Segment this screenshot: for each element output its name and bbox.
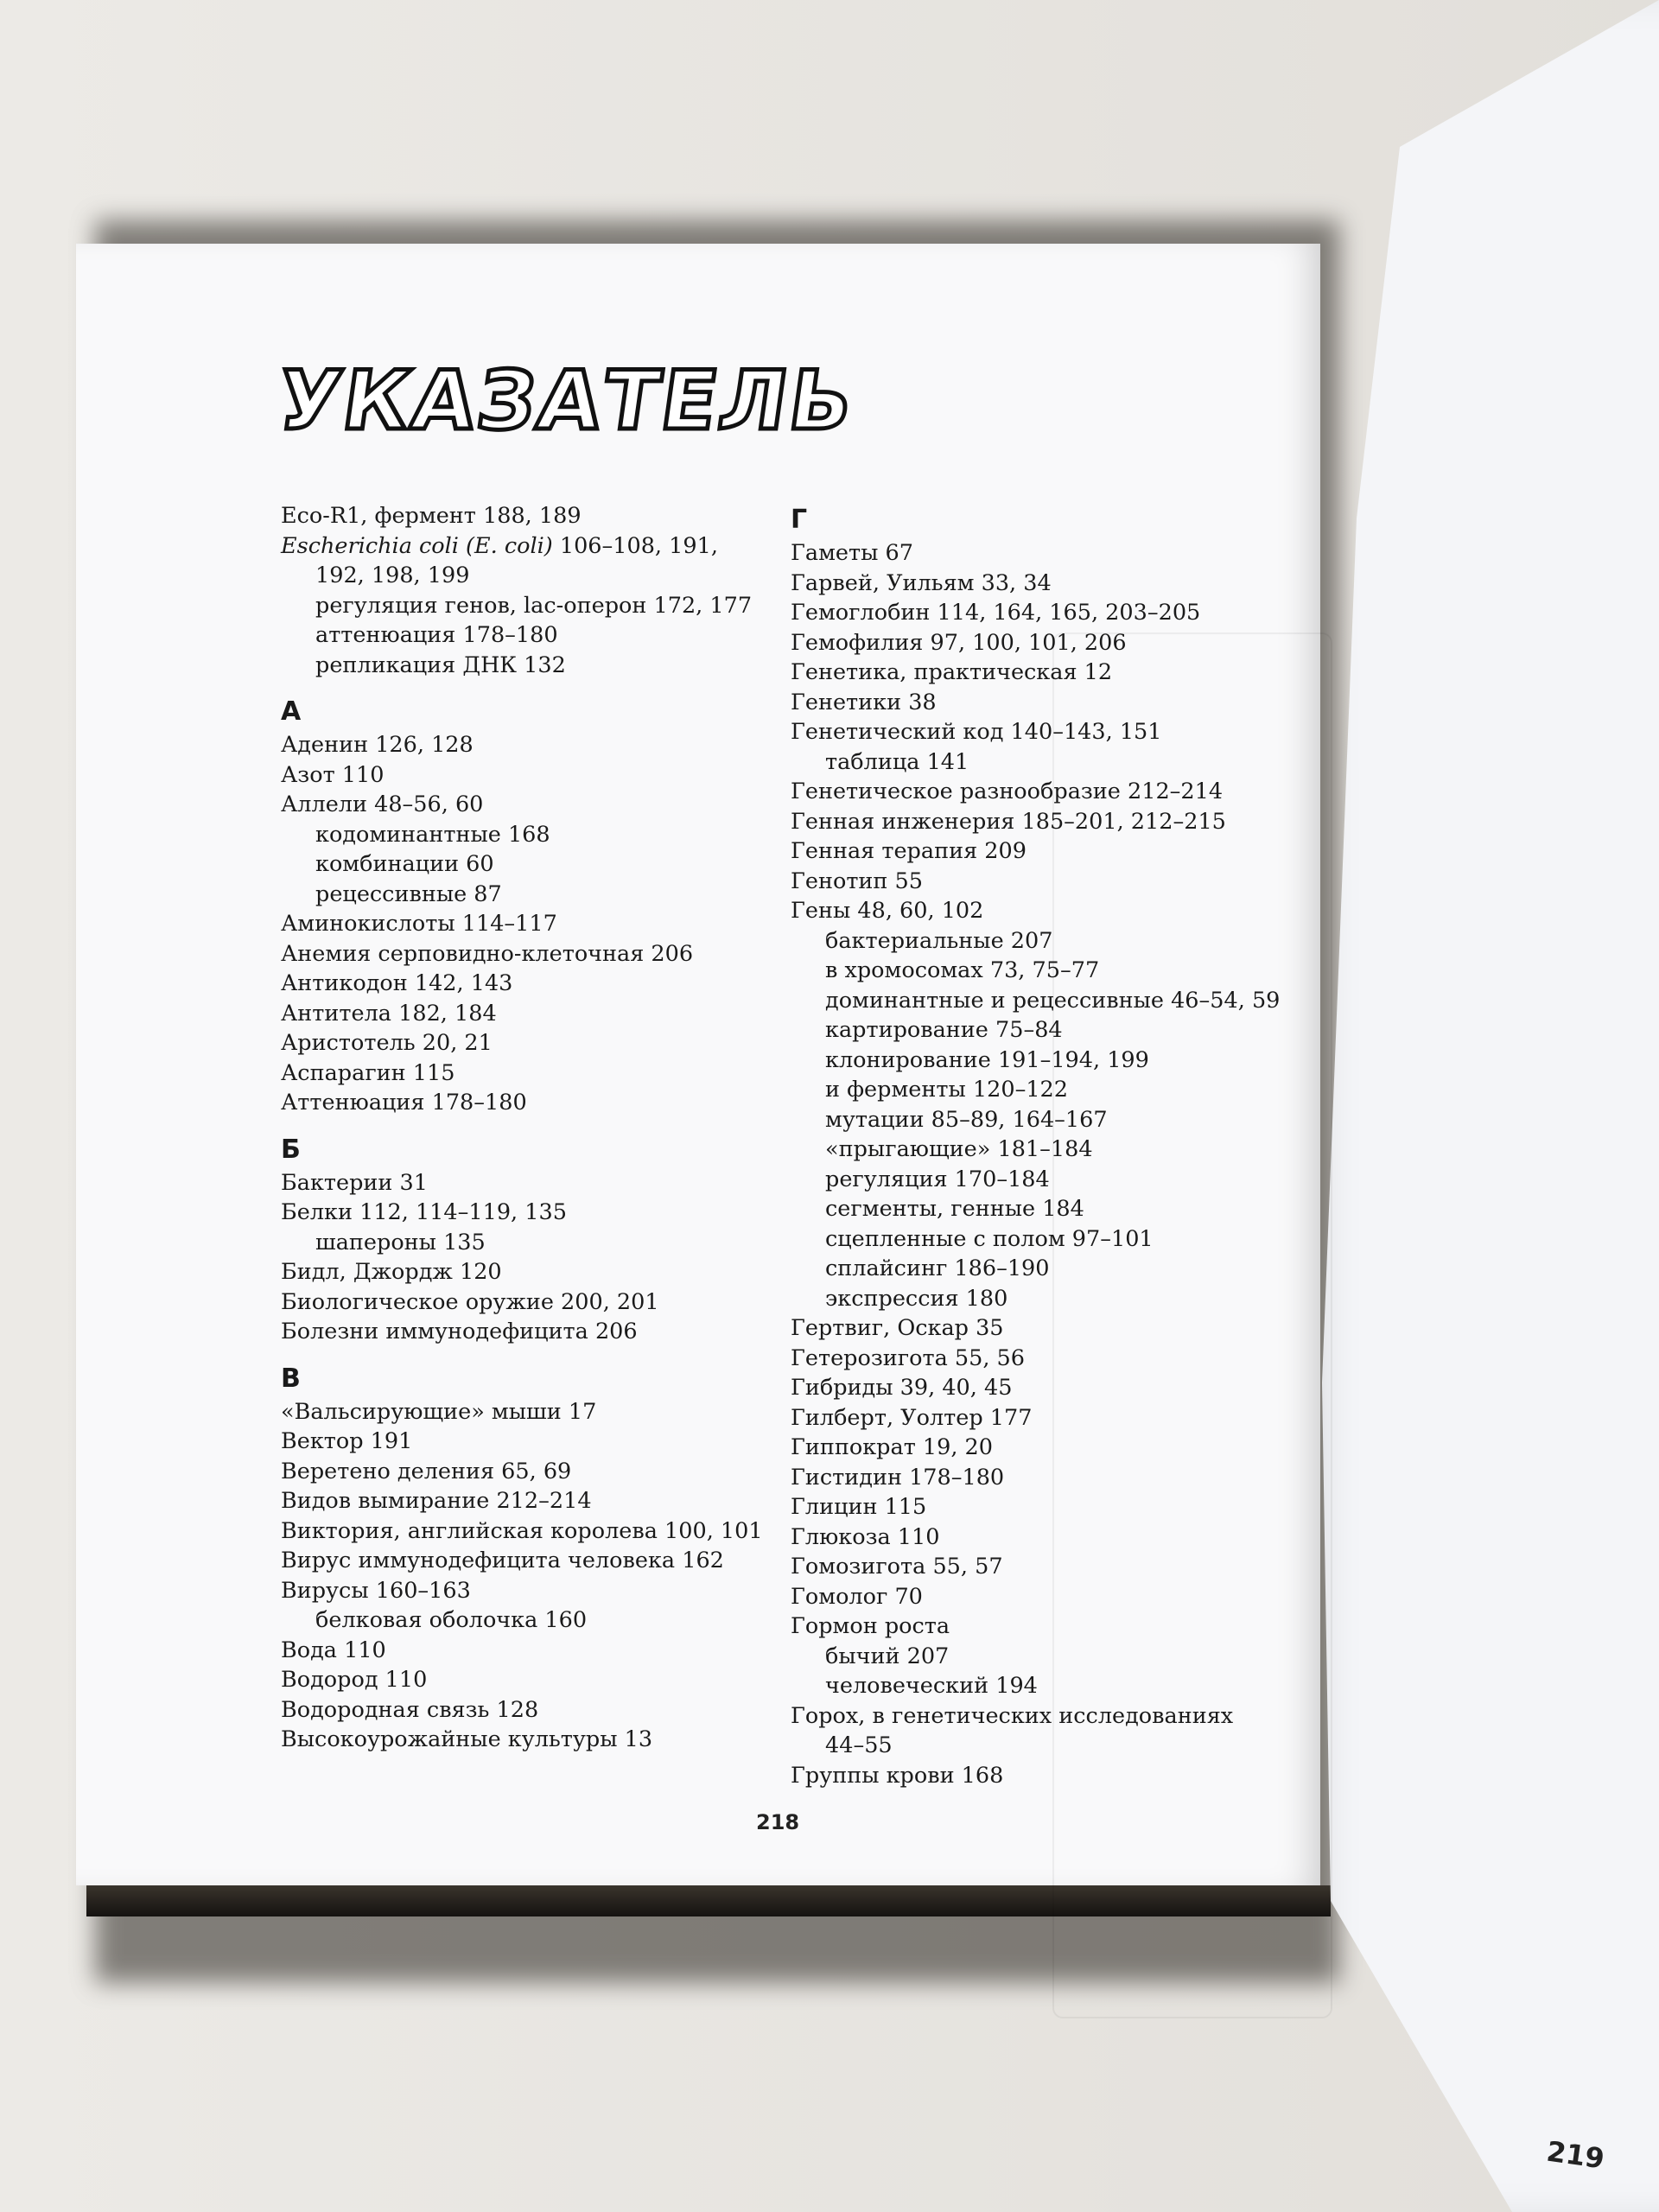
index-subentry: кодоминантные 168: [315, 821, 550, 848]
index-entry: Гаметы 67: [791, 540, 913, 566]
index-entry: Генотип 55: [791, 868, 923, 894]
index-subentry: человеческий 194: [825, 1673, 1038, 1699]
index-entry: Видов вымирание 212–214: [281, 1488, 592, 1514]
index-entry: Вирус иммунодефицита человека 162: [281, 1548, 724, 1573]
index-entry-term: Escherichia coli (E. coli): [281, 532, 553, 559]
index-entry: Аденин 126, 128: [281, 732, 474, 758]
index-column-left: [281, 501, 765, 1755]
index-entry: Генная инженерия 185–201, 212–215: [791, 808, 1226, 835]
index-entry: Азот 110: [281, 761, 385, 788]
index-entry: Виктория, английская королева 100, 101: [281, 1517, 763, 1544]
index-entry: Гибриды 39, 40, 45: [791, 1375, 1013, 1401]
index-entry: Гомолог 70: [791, 1583, 923, 1610]
index-entry: Высокоурожайные культуры 13: [281, 1726, 653, 1752]
page-number-left: 218: [756, 1810, 800, 1834]
index-entry: «Вальсирующие» мыши 17: [281, 1398, 597, 1425]
section-letter: Г: [791, 505, 808, 535]
index-subentry: бычий 207: [825, 1643, 950, 1669]
index-subentry: аттенюация 178–180: [315, 622, 558, 648]
index-entry: Бактерии 31: [281, 1169, 428, 1196]
index-entry: Анемия серповидно-клеточная 206: [281, 940, 694, 967]
index-entry: Eco-R1, фермент 188, 189: [281, 503, 582, 529]
index-entry: Биологическое оружие 200, 201: [281, 1288, 659, 1315]
index-subentry: сплайсинг 186–190: [825, 1255, 1050, 1281]
index-entry: Генетика, практическая 12: [791, 659, 1113, 685]
page-number-right: 219: [1544, 2134, 1607, 2176]
index-entry: Гемофилия 97, 100, 101, 206: [791, 629, 1127, 656]
section-letter: Б: [281, 1134, 301, 1165]
index-entry: Вода 110: [281, 1637, 386, 1663]
index-entry: Веретено деления 65, 69: [281, 1458, 572, 1484]
index-entry: Аминокислоты 114–117: [281, 911, 557, 937]
index-entry: Глицин 115: [791, 1494, 927, 1520]
index-entry: Генетический код 140–143, 151: [791, 719, 1162, 745]
index-entry: Водородная связь 128: [281, 1696, 539, 1723]
index-entry: Гиппократ 19, 20: [791, 1434, 994, 1460]
index-subentry: и ферменты 120–122: [825, 1077, 1068, 1103]
index-entry-pages: 106–108, 191,: [552, 532, 718, 559]
index-entry: Гилберт, Уолтер 177: [791, 1404, 1033, 1431]
index-entry: Гены 48, 60, 102: [791, 898, 984, 924]
index-entry: Аристотель 20, 21: [281, 1030, 493, 1056]
index-entry: Бидл, Джордж 120: [281, 1259, 502, 1285]
index-subentry: комбинации 60: [315, 851, 494, 877]
index-subentry: в хромосомах 73, 75–77: [825, 957, 1100, 983]
section-letter: А: [281, 696, 302, 727]
index-subentry: «прыгающие» 181–184: [825, 1136, 1093, 1162]
index-entry: Горох, в генетических исследованиях: [791, 1702, 1234, 1729]
page-title: УКАЗАТЕЛЬ: [271, 354, 861, 448]
index-subentry: 192, 198, 199: [315, 563, 470, 588]
index-subentry: мутации 85–89, 164–167: [825, 1106, 1108, 1133]
index-entry: Болезни иммунодефицита 206: [281, 1319, 638, 1344]
index-entry: Антикодон 142, 143: [281, 970, 513, 996]
index-subentry: таблица 141: [825, 748, 969, 775]
index-entry: Вектор 191: [281, 1428, 413, 1454]
index-subentry: доминантные и рецессивные 46–54, 59: [825, 987, 1281, 1014]
index-entry: Гистидин 178–180: [791, 1464, 1005, 1491]
index-entry: Водород 110: [281, 1667, 428, 1693]
index-entry: Гормон роста: [791, 1613, 950, 1639]
index-subentry: картирование 75–84: [825, 1017, 1063, 1043]
section-letter: В: [281, 1363, 301, 1394]
index-entry: [281, 531, 765, 562]
index-entry: Аттенюация 178–180: [281, 1090, 527, 1116]
index-subentry: белковая оболочка 160: [315, 1607, 588, 1633]
index-subentry: 44–55: [825, 1732, 893, 1758]
index-entry: Аллели 48–56, 60: [281, 791, 484, 817]
index-entry: Гетерозигота 55, 56: [791, 1344, 1025, 1371]
index-entry: Вирусы 160–163: [281, 1577, 471, 1604]
index-entry: Генетическое разнообразие 212–214: [791, 779, 1224, 804]
index-entry: Гарвей, Уильям 33, 34: [791, 569, 1052, 596]
index-entry: Генная терапия 209: [791, 838, 1027, 864]
index-subentry: репликация ДНК 132: [315, 652, 566, 678]
index-entry: Группы крови 168: [791, 1762, 1004, 1789]
index-subentry: регуляция генов, lac-оперон 172, 177: [315, 592, 753, 619]
index-subentry: экспрессия 180: [825, 1285, 1008, 1312]
index-entry: Глюкоза 110: [791, 1523, 940, 1550]
index-subentry: шапероны 135: [315, 1229, 486, 1255]
index-subentry: бактериальные 207: [825, 927, 1053, 954]
index-entry: Генетики 38: [791, 689, 937, 715]
index-entry: Антитела 182, 184: [281, 1000, 497, 1027]
index-column-right: [791, 504, 1309, 1790]
index-subentry: сцепленные с полом 97–101: [825, 1225, 1154, 1252]
index-subentry: рецессивные 87: [315, 880, 502, 907]
index-entry: Белки 112, 114–119, 135: [281, 1199, 567, 1225]
index-entry: Гемоглобин 114, 164, 165, 203–205: [791, 600, 1201, 626]
index-subentry: регуляция 170–184: [825, 1166, 1050, 1192]
index-subentry: сегменты, генные 184: [825, 1196, 1084, 1222]
index-subentry: клонирование 191–194, 199: [825, 1046, 1149, 1073]
index-entry: Гомозигота 55, 57: [791, 1554, 1003, 1580]
index-entry: Аспарагин 115: [281, 1059, 455, 1086]
index-entry: Гертвиг, Оскар 35: [791, 1315, 1004, 1341]
